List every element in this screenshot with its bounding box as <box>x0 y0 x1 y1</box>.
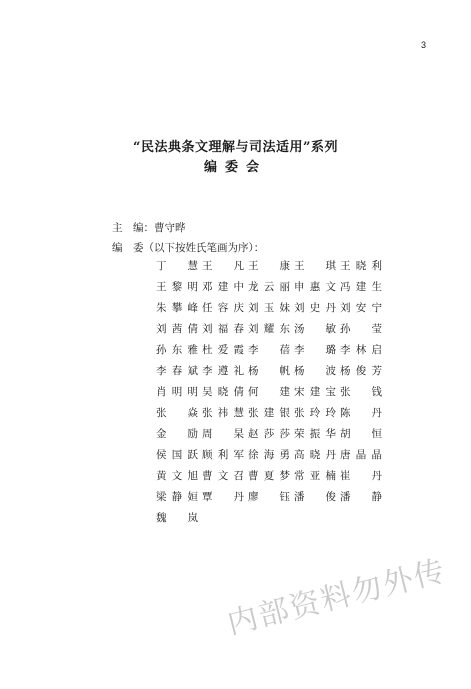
member-name: 顾利军 <box>202 449 244 461</box>
member-name: 李林启 <box>340 344 382 356</box>
member-name: 王 凡 <box>202 260 244 272</box>
member-name: 黄文旭 <box>156 470 198 482</box>
watermark: 内部资料勿外传 <box>223 553 450 642</box>
member-name: 张建银 <box>248 407 290 419</box>
member-name: 刘茜倩 <box>156 323 198 335</box>
member-name: 梁静姮 <box>156 491 198 503</box>
member-name: 周 杲 <box>202 428 244 440</box>
member-name: 金 励 <box>156 428 198 440</box>
member-name: 何 建 <box>248 386 290 398</box>
member-name: 潘 静 <box>340 491 382 503</box>
member-name: 赵莎莎 <box>248 428 290 440</box>
member-name: 杜爱霞 <box>202 344 244 356</box>
member-name: 刘玉妹 <box>248 302 290 314</box>
member-name: 杨 波 <box>294 365 336 377</box>
page-number: 3 <box>421 40 427 50</box>
member-name: 张 钱 <box>340 386 382 398</box>
series-title: “民法典条文理解与司法适用”系列 <box>133 140 338 155</box>
member-name: 魏 岚 <box>156 512 198 524</box>
members-label: 编 委（以下按姓氏笔画为序）： <box>112 242 265 254</box>
member-name: 刘耀东 <box>248 323 290 335</box>
member-name: 冯建生 <box>340 281 382 293</box>
member-name: 唐晶晶 <box>340 449 382 461</box>
member-name: 常亚楠 <box>294 470 336 482</box>
member-name: 侯国跃 <box>156 449 198 461</box>
member-name: 张祎慧 <box>202 407 244 419</box>
member-name: 徐海勇 <box>248 449 290 461</box>
member-name: 刘史丹 <box>294 302 336 314</box>
series-subtitle: 编委会 <box>203 160 267 175</box>
member-name: 李遵礼 <box>202 365 244 377</box>
member-name: 潘 俊 <box>294 491 336 503</box>
member-name: 王黎明 <box>156 281 198 293</box>
member-name: 王晓利 <box>340 260 382 272</box>
member-name: 丁 慧 <box>156 260 198 272</box>
member-names-grid <box>156 255 386 528</box>
member-name: 朱攀峰 <box>156 302 198 314</box>
member-name: 覃 丹 <box>202 491 244 503</box>
member-name: 刘安宁 <box>340 302 382 314</box>
member-name: 任容庆 <box>202 302 244 314</box>
member-name: 邓建中 <box>202 281 244 293</box>
member-name: 孙东雅 <box>156 344 198 356</box>
editor-name: 曹守晔 <box>154 222 186 234</box>
member-name: 李 蓓 <box>248 344 290 356</box>
member-name: 杨 帆 <box>248 365 290 377</box>
member-name: 王 康 <box>248 260 290 272</box>
member-name: 汤 敏 <box>294 323 336 335</box>
editor-row <box>112 220 186 235</box>
member-name: 张玲玲 <box>294 407 336 419</box>
member-name: 曹夏梦 <box>248 470 290 482</box>
member-name: 杨俊芳 <box>340 365 382 377</box>
member-name: 肖明明 <box>156 386 198 398</box>
member-name: 龙云丽 <box>248 281 290 293</box>
member-name: 张 焱 <box>156 407 198 419</box>
members-row <box>112 240 264 255</box>
member-name: 荣振华 <box>294 428 336 440</box>
member-name: 孙 莹 <box>340 323 382 335</box>
member-name: 陈 丹 <box>340 407 382 419</box>
member-name: 申惠文 <box>294 281 336 293</box>
member-name: 宋建宝 <box>294 386 336 398</box>
member-name: 李 璐 <box>294 344 336 356</box>
member-name: 高晓丹 <box>294 449 336 461</box>
member-name: 廖 钰 <box>248 491 290 503</box>
member-name: 曹文召 <box>202 470 244 482</box>
member-name: 胡 恒 <box>340 428 382 440</box>
member-name: 李春斌 <box>156 365 198 377</box>
editor-label: 主 编： <box>112 222 154 234</box>
member-name: 崔 丹 <box>340 470 382 482</box>
member-name: 吴晓倩 <box>202 386 244 398</box>
member-name: 王 琪 <box>294 260 336 272</box>
member-name: 刘福春 <box>202 323 244 335</box>
